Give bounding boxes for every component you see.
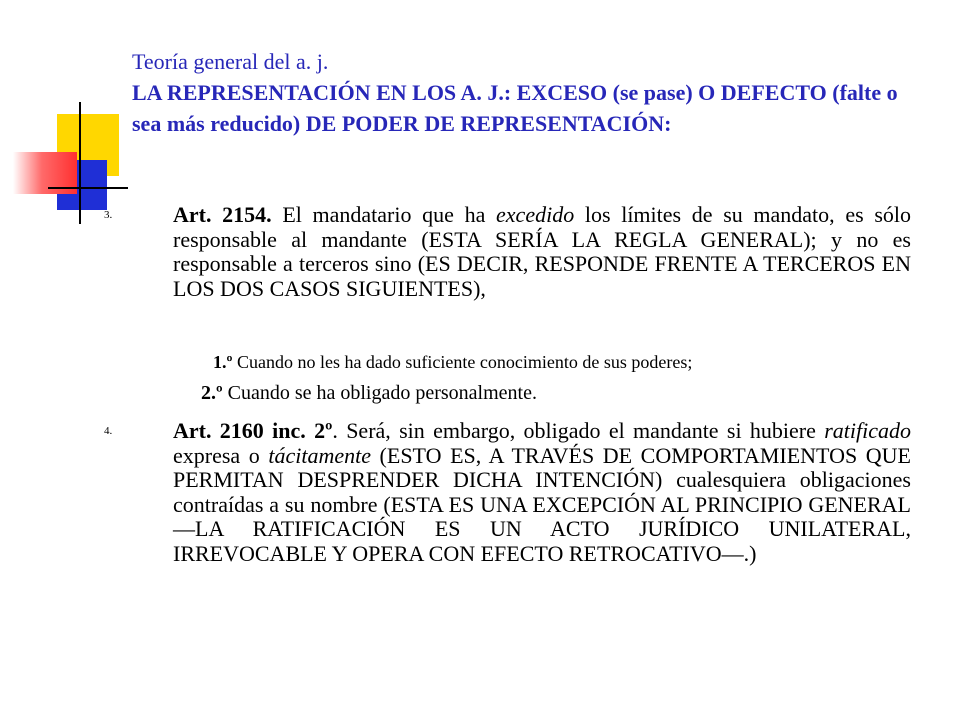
- sub-item-2: [201, 380, 537, 406]
- item-emphasis: ratificado: [824, 418, 911, 443]
- decor-vertical-line: [79, 102, 81, 224]
- sub-item-1: [213, 350, 692, 374]
- list-item-art-2154: [104, 202, 911, 301]
- slide-title: [132, 46, 912, 139]
- slide-subtitle: Teoría general del a. j.: [132, 49, 329, 74]
- slide-heading: LA REPRESENTACIÓN EN LOS A. J.: EXCESO (se pase) O DEFECTO (falte o sea más reducido) DE PODER DE REPRESENTACIÓN:: [132, 80, 898, 136]
- sub-item-text: Cuando se ha obligado personalmente.: [222, 382, 537, 404]
- item-text: expresa o: [173, 442, 269, 468]
- item-text: . Será, sin embargo, obligado el mandante si hubiere: [332, 418, 825, 443]
- list-item-number: 4.: [104, 425, 113, 437]
- article-ref: Art. 2160 inc. 2º: [173, 418, 333, 443]
- article-ref: Art. 2154.: [173, 202, 272, 227]
- item-text: (ESTO ES, A TRAVÉS DE COMPORTAMIENTOS QUE PERMITAN DESPRENDER DICHA INTENCIÓN) cualesquiera obligaciones contraídas a su nombre (ESTA ES UNA EXCEPCIÓN AL PRINCIPIO GENERAL—LA RATIFICACIÓN ES UN ACTO JURÍDICO UNILATERAL, IRREVOCABLE Y OPERA CON EFECTO RETROCATIVO—.): [173, 442, 911, 566]
- sub-item-number: 2.º: [201, 382, 223, 404]
- item-text: los límites de su mandato, es sólo responsable al mandante (ESTA SERÍA LA REGLA GENERAL); y no es responsable a terceros sino (ES DECIR, RESPONDE FRENTE A TERCEROS EN LOS DOS CASOS SIGUIENTES),: [173, 202, 911, 301]
- list-item-art-2160: [104, 418, 911, 566]
- item-emphasis: tácitamente: [268, 442, 371, 468]
- item-text: El mandatario que ha: [271, 202, 497, 227]
- list-item-number: 3.: [104, 209, 113, 221]
- sub-item-number: 1.º: [213, 352, 233, 372]
- item-emphasis: excedido: [496, 202, 575, 227]
- decor-horizontal-line: [48, 187, 128, 189]
- sub-item-text: Cuando no les ha dado suficiente conocimiento de sus poderes;: [232, 352, 693, 372]
